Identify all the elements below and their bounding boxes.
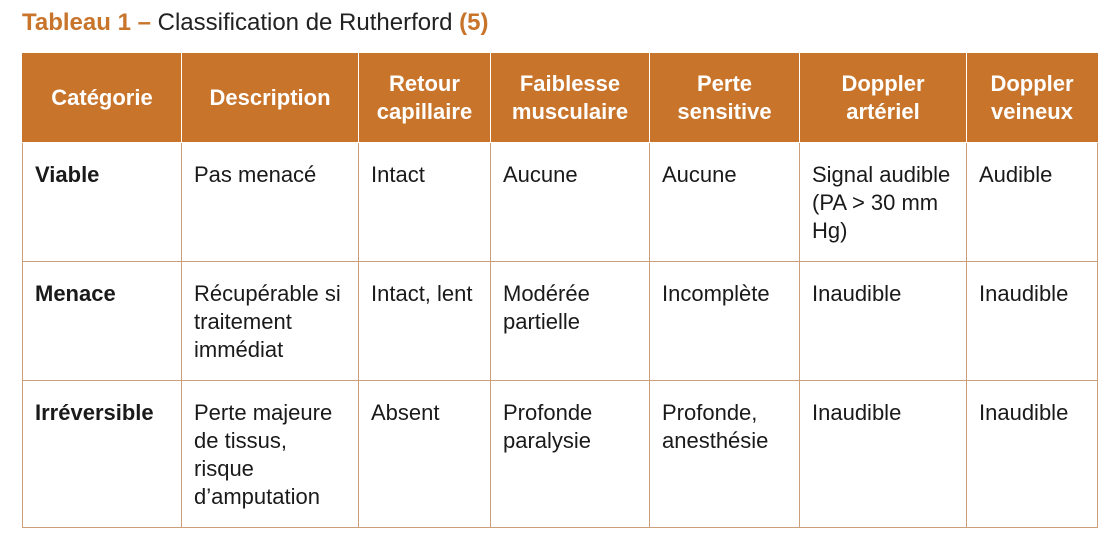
- header-perte-sensitive: Perte sensitive: [650, 54, 800, 143]
- rutherford-table: [22, 53, 1098, 528]
- table-number: Tableau 1: [22, 9, 131, 36]
- header-description: Description: [182, 54, 359, 143]
- doppler-veineux-cell: Audible: [967, 143, 1098, 262]
- doppler-arteriel-cell: Signal audible (PA > 30 mm Hg): [800, 143, 967, 262]
- faiblesse-musculaire-cell: Profonde paralysie: [491, 381, 650, 528]
- table-row: [23, 262, 1098, 381]
- header-categorie: Catégorie: [23, 54, 182, 143]
- perte-sensitive-cell: Incomplète: [650, 262, 800, 381]
- retour-capillaire-cell: Intact, lent: [359, 262, 491, 381]
- table-row: [23, 143, 1098, 262]
- doppler-veineux-cell: Inaudible: [967, 381, 1098, 528]
- doppler-arteriel-cell: Inaudible: [800, 262, 967, 381]
- doppler-arteriel-cell: Inaudible: [800, 381, 967, 528]
- retour-capillaire-cell: Absent: [359, 381, 491, 528]
- header-doppler-arteriel: Doppler artériel: [800, 54, 967, 143]
- description-cell: Pas menacé: [182, 143, 359, 262]
- table-title: [22, 6, 488, 40]
- header-doppler-veineux: Doppler veineux: [967, 54, 1098, 143]
- category-cell: Irréversible: [23, 381, 182, 528]
- faiblesse-musculaire-cell: Aucune: [491, 143, 650, 262]
- title-text: Classification de Rutherford: [157, 9, 453, 36]
- category-cell: Menace: [23, 262, 182, 381]
- table-body: [23, 143, 1098, 528]
- perte-sensitive-cell: Aucune: [650, 143, 800, 262]
- faiblesse-musculaire-cell: Modérée partielle: [491, 262, 650, 381]
- table-row: [23, 381, 1098, 528]
- description-cell: Récupérable si traitement immédiat: [182, 262, 359, 381]
- reference-number: (5): [459, 9, 489, 36]
- doppler-veineux-cell: Inaudible: [967, 262, 1098, 381]
- category-cell: Viable: [23, 143, 182, 262]
- description-cell: Perte majeure de tissus, risque d’amputation: [182, 381, 359, 528]
- header-retour-capillaire: Retour capillaire: [359, 54, 491, 143]
- perte-sensitive-cell: Profonde, anesthésie: [650, 381, 800, 528]
- table-header: [23, 54, 1098, 143]
- header-row: [23, 54, 1098, 143]
- retour-capillaire-cell: Intact: [359, 143, 491, 262]
- header-faiblesse-musculaire: Faiblesse musculaire: [491, 54, 650, 143]
- title-dash: –: [137, 9, 151, 36]
